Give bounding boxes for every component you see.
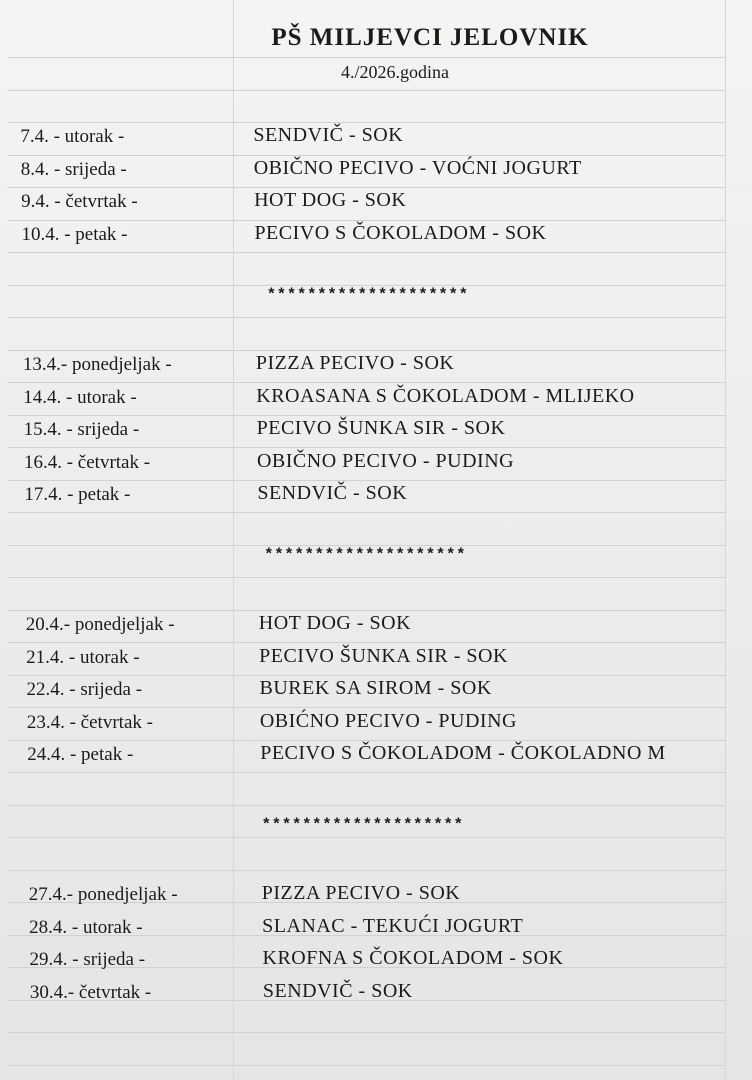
menu-meal: SENDVIČ - SOK: [262, 979, 413, 1002]
menu-row: [0, 675, 752, 705]
menu-meal: PECIVO S ČOKOLADOM - SOK: [254, 221, 547, 244]
document-title: PŠ MILJEVCI JELOVNIK: [271, 24, 589, 51]
menu-row: [0, 643, 752, 673]
menu-meal: OBIČNO PECIVO - PUDING: [256, 449, 515, 472]
menu-date: 16.4. - četvrtak -: [23, 451, 151, 473]
grid-line: [8, 90, 726, 91]
menu-meal: HOT DOG - SOK: [258, 612, 412, 634]
grid-line: [8, 772, 726, 773]
menu-meal: PIZZA PECIVO - SOK: [255, 352, 455, 374]
menu-row: [0, 220, 752, 250]
grid-line: [8, 1032, 726, 1033]
menu-meal: SENDVIČ - SOK: [253, 124, 404, 146]
menu-meal: OBIČNO PECIVO - VOĆNI JOGURT: [253, 156, 582, 179]
menu-row: [0, 415, 752, 445]
grid-line: [8, 1065, 726, 1066]
menu-date: 20.4.- ponedjeljak -: [25, 614, 175, 635]
menu-row: [0, 913, 752, 943]
week-separator: ********************: [261, 816, 464, 834]
document-subtitle: 4./2026.godina: [341, 62, 449, 82]
menu-row: [0, 740, 752, 770]
menu-date: 23.4. - četvrtak -: [26, 711, 153, 733]
menu-meal: PECIVO ŠUNKA SIR - SOK: [256, 417, 506, 439]
menu-date: 21.4. - utorak -: [26, 646, 140, 668]
menu-meal: PECIVO ŠUNKA SIR - SOK: [259, 644, 508, 667]
menu-date: 30.4.- četvrtak -: [29, 981, 152, 1003]
menu-row: [0, 480, 752, 510]
menu-meal: KROFNA S ČOKOLADOM - SOK: [262, 947, 564, 969]
menu-meal: PIZZA PECIVO - SOK: [261, 882, 461, 904]
menu-date: 17.4. - petak -: [24, 484, 131, 505]
grid-line: [8, 805, 726, 806]
grid-line: [8, 252, 726, 253]
menu-date: 29.4. - srijeda -: [29, 949, 146, 970]
menu-date: 15.4. - srijeda -: [23, 419, 140, 440]
menu-meal: BUREK SA SIROM - SOK: [259, 677, 492, 699]
menu-row: [0, 350, 752, 380]
grid-line: [8, 317, 726, 318]
menu-date: 24.4. - petak -: [27, 744, 134, 765]
menu-row: [0, 708, 752, 738]
grid-line: [8, 577, 726, 578]
menu-date: 13.4.- ponedjeljak -: [22, 354, 172, 375]
menu-row: [0, 978, 752, 1008]
menu-row: [0, 448, 752, 478]
menu-row: [0, 187, 752, 217]
menu-date: 10.4. - petak -: [21, 223, 128, 245]
menu-date: 14.4. - utorak -: [23, 386, 137, 408]
grid-line: [8, 57, 726, 58]
menu-meal: HOT DOG - SOK: [254, 189, 407, 211]
menu-date: 9.4. - četvrtak -: [21, 191, 138, 212]
menu-row: [0, 122, 752, 152]
menu-date: 7.4. - utorak -: [20, 126, 125, 147]
menu-meal: SLANAC - TEKUĆI JOGURT: [262, 914, 524, 937]
menu-row: [0, 383, 752, 413]
grid-line: [8, 870, 726, 871]
menu-meal: KROASANA S ČOKOLADOM - MLIJEKO: [256, 384, 635, 407]
menu-row: [0, 945, 752, 975]
menu-date: 28.4. - utorak -: [29, 916, 143, 938]
grid-line: [8, 837, 726, 838]
grid-line: [8, 512, 726, 513]
menu-date: 8.4. - srijeda -: [20, 158, 127, 180]
menu-meal: PECIVO S ČOKOLADOM - ČOKOLADNO M: [260, 742, 666, 764]
week-separator: ********************: [266, 286, 469, 304]
menu-row: [0, 610, 752, 640]
menu-date: 22.4. - srijeda -: [26, 679, 143, 700]
menu-row: [0, 155, 752, 185]
week-separator: ********************: [264, 546, 467, 564]
menu-meal: SENDVIČ - SOK: [257, 482, 408, 504]
menu-meal: OBIĆNO PECIVO - PUDING: [259, 709, 517, 732]
menu-row: [0, 880, 752, 910]
menu-date: 27.4.- ponedjeljak -: [28, 884, 178, 905]
